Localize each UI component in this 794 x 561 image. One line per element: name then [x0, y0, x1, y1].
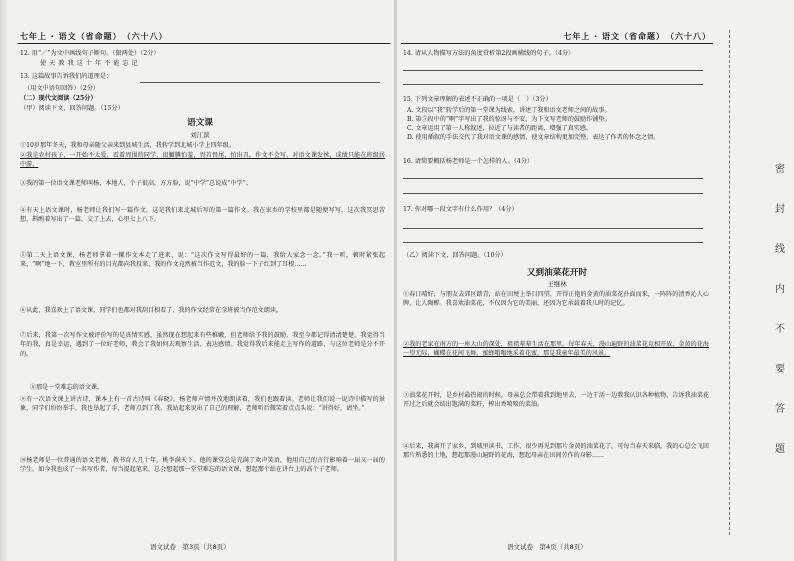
q15-option-b[interactable]: B. 第⑤段中的“啊”字写出了我的惊讶与不安，为下文写老师的鼓励作铺垫。: [407, 116, 611, 123]
seal-char-4: 内: [775, 284, 785, 295]
q15-option-c[interactable]: C. 文章运用了第一人称叙述，拉近了与读者的距离，增强了真实感。: [407, 125, 593, 132]
section-a-heading: （甲）阅读下文，回答问题。（15分）: [20, 105, 124, 112]
right-para-1: ①春日晴好，与朋友去郊区踏青，站在田埂上举目四望，开得正艳的金黄的油菜花扑面而来，一阵阵的清香沁人心脾，让人陶醉。我喜欢油菜花，不仅因为它的美丽，还因为它承载着我儿时的记忆。: [403, 291, 709, 308]
binding-dashed-line: [729, 30, 730, 535]
question-16: 16. 请简要概括杨老师是一个怎样的人。（4分）: [403, 158, 534, 165]
q14-answer-line-1[interactable]: [403, 70, 703, 71]
seal-char-8: 题: [775, 444, 785, 455]
q15-option-d[interactable]: D. 使用插叙的手法交代了我对语文课的感情，使文章结构更加完整，表达了作者的怀念之情。: [407, 134, 660, 141]
left-para-9: ⑨有一次语文课上讲古诗，课本上有一首古诗叫《春晓》，杨老师声情并茂地朗读着，我们也跟着读。老师让我们说一说诗中描写的景象，同学们纷纷举手，我也举起了手，老师点到了我，我站起来说出了自己的理解，老师听后微笑着点点头说：“讲得好，请坐。”: [20, 396, 385, 413]
left-para-3: ③我的第一位语文课老师叫杨，本地人，个子很高，方方脸，说“中学”总说成“中学”。: [20, 180, 252, 187]
seal-char-3: 线: [775, 244, 785, 255]
left-page: [0, 0, 395, 561]
section-b-heading: （乙）阅读下文，回答问题。（10分）: [403, 252, 507, 259]
right-para-4: ④后来，我离开了家乡，到城里读书、工作，很少再见到那片金黄的油菜花了。可每当春天来临，我的心总会飞回那片熟悉的土地，想起那漫山遍野的花海，想起母亲在田间劳作的身影……: [403, 443, 709, 460]
q16-answer-line-1[interactable]: [403, 178, 703, 179]
question-14: 14. 请从人物描写方法的角度赏析第2段画横线的句子。（4分）: [403, 50, 575, 57]
left-para-5: ⑤第二天上语文课，杨老师拿着一摞作文本走了进来，说：“这次作文写得最好的一篇，我给大家念一念。”我一听，顿时紧张起来，“啊”地一下，教室里所有的目光都向我投来，我的作文竟然被当作范文，我的脸一下子红到了耳根……: [20, 252, 385, 269]
q13-note: （用文中语句回答）（2分）: [24, 85, 100, 92]
question-13: 13. 这篇故事告诉我们的道理是：: [20, 73, 113, 80]
q14-answer-line-2[interactable]: [403, 84, 703, 85]
seal-char-2: 封: [775, 204, 785, 215]
essay-author-left: 刘江滨: [190, 131, 210, 139]
left-para-1: ①10岁那年冬天，我和母亲随父亲来到县城生活，我转学到北城小学上四年级。: [20, 142, 235, 149]
right-page: [397, 0, 715, 561]
essay-title-left: 语文课: [187, 118, 213, 128]
q12-sentence: 使 天 教 我 这 十 年 不 能 忘 记: [40, 60, 139, 67]
section-title: （二）现代文阅读（25分）: [20, 95, 97, 102]
left-para-6: ⑥从此，我喜欢上了语文课，同学们也都对我刮目相看了，我的作文经常在全班被当作范文朗读。: [20, 307, 283, 314]
question-15: 15. 下列文章理解的表述不正确的一项是（ ）（3分）: [403, 96, 552, 103]
q15-option-a[interactable]: A. 文段以“我”转学后的第一堂课为线索，讲述了我和语文老师之间的故事。: [407, 107, 611, 114]
seal-char-7: 答: [775, 404, 785, 415]
question-17: 17. 你对哪一段文字有什么作用？（4分）: [403, 206, 518, 213]
q13-answer-line[interactable]: [140, 82, 380, 83]
left-para-7: ⑦后来，我第一次写作文被评价写的是真情实感，虽然现在想起来有些稚嫩，但老师给予我的鼓励，我至今都记得清清楚楚。我觉得当年的我，真是幸运，遇到了一位好老师，教会了我如何去观察生活、表达感情。我觉得我后来能走上写作的道路，与这位老师是分不开的。: [20, 332, 385, 358]
left-para-8: ⑧那是一堂难忘的语文课。: [30, 384, 104, 391]
left-running-head: 七年上 · 语文（省命题） （六十八）: [20, 32, 168, 41]
left-para-2: ②我是农村孩子，一开始不太爱，看着周围的同学，很腼腆怕羞，畏首畏尾，怕出丑。作文不会写，对语文课发怵，成绩只能在班级居中游。: [20, 152, 385, 169]
right-para-3: ③油菜花开时，是乡村最热闹的时候。母亲总会带着我到地里去，一边干活一边教我认识各种植物，告诉我油菜花开过之后就会结出饱满的菜籽，榨出香喷喷的菜油。: [403, 392, 709, 409]
seal-char-6: 要: [775, 364, 785, 375]
q17-answer-line-2[interactable]: [403, 242, 703, 243]
seal-char-1: 密: [775, 164, 785, 175]
binding-margin: [715, 0, 794, 561]
left-footer: 语文试卷 第3页（共8页）: [150, 543, 230, 551]
right-para-2: ②我的老家在南方的一座大山的深处，祖祖辈辈生活在那里。每年春天，漫山遍野的油菜花竞相开放，金黄的花海一望无际，蝴蝶在花间飞舞，蜜蜂嗡嗡地采着花蜜，那是我童年最美的风景。: [403, 341, 709, 358]
right-running-head: 七年上 · 语文（省命题） （六十八）: [563, 32, 711, 41]
question-12: 12. 用“／”为文中画线句子断句。（限两处）（2分）: [20, 50, 160, 57]
q17-answer-line-1[interactable]: [403, 228, 703, 229]
left-header-rule: [18, 43, 390, 44]
essay-author-right: 王继林: [547, 280, 567, 288]
q16-answer-line-2[interactable]: [403, 193, 703, 194]
left-para-10: ⑩杨老师是一位普通的语文老师，教书育人几十年，桃李满天下。他的课堂总是充满了欢声笑语，他用自己的言行影响着一届又一届的学生。如今我也成了一名写作者，每当提起笔来，总会想起那一堂堂难忘的语文课，想起那个站在讲台上的高个子老师。: [20, 457, 385, 474]
right-footer: 语文试卷 第4页（共8页）: [507, 543, 587, 551]
seal-char-5: 不: [775, 324, 785, 335]
right-header-rule: [401, 43, 713, 44]
left-para-4: ④有天上语文课时，杨老师让我们写一篇作文，这是我们来北城后写的第一篇作文。我在家乡的学校里都是随便写写，这次我冥思苦想，斟酌着写出了一篇，交了上去，心里七上八下。: [20, 207, 385, 224]
essay-title-right: 又到油菜花开时: [526, 268, 588, 278]
